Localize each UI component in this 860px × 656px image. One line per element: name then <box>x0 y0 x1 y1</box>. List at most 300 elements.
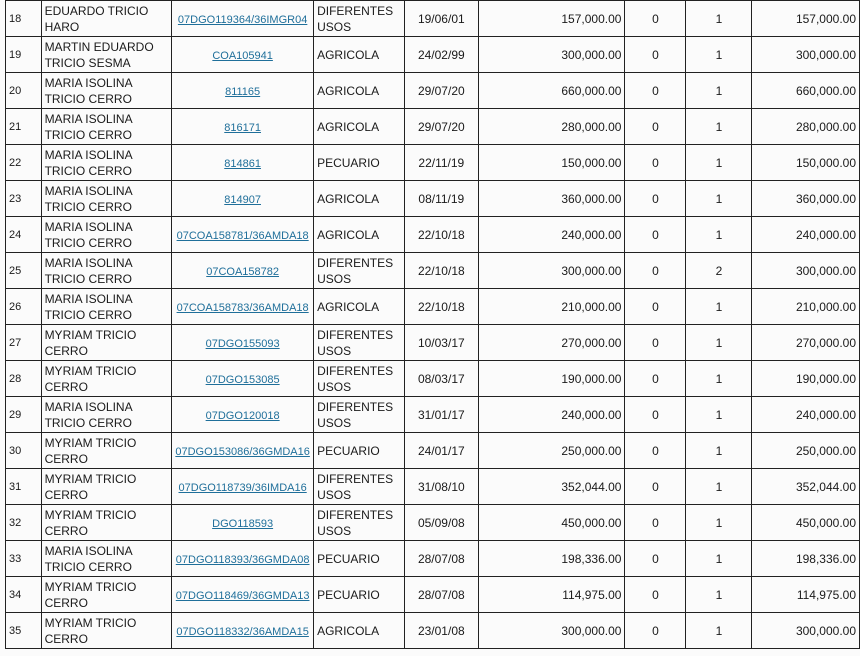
row-number: 20 <box>9 84 22 97</box>
registration-date: 22/10/18 <box>417 299 465 314</box>
count-b: 1 <box>715 515 723 530</box>
registration-date-cell <box>404 253 479 289</box>
title-code-link[interactable]: 07DGO118469/36GMDA13 <box>175 589 310 602</box>
volume-amount: 250,000.00 <box>561 443 622 458</box>
row-number-cell <box>6 469 42 505</box>
holder-name-cell <box>41 577 172 613</box>
registration-date-cell <box>404 109 479 145</box>
count-a-cell <box>625 289 686 325</box>
registration-date: 08/03/17 <box>417 371 465 386</box>
holder-name-cell <box>41 469 172 505</box>
use-type-cell <box>314 541 404 577</box>
total-amount: 352,044.00 <box>795 479 856 494</box>
count-b-cell <box>686 73 752 109</box>
use-type: AGRICOLA <box>317 623 380 638</box>
registration-date: 29/07/20 <box>417 119 465 134</box>
title-code-link[interactable]: 07DGO118739/36IMDA16 <box>178 481 307 494</box>
count-a-cell <box>625 253 686 289</box>
volume-amount: 352,044.00 <box>561 479 622 494</box>
use-type: AGRICOLA <box>317 119 380 134</box>
registration-date-cell <box>404 325 479 361</box>
title-code-link[interactable]: 07DGO153085 <box>205 373 280 386</box>
use-type-cell <box>314 505 404 541</box>
registration-date: 10/03/17 <box>417 335 465 350</box>
title-code-link-cell <box>172 325 314 361</box>
row-number-cell <box>6 217 42 253</box>
title-code-link[interactable]: 814861 <box>224 157 261 170</box>
registration-date: 23/01/08 <box>417 623 465 638</box>
count-b: 1 <box>715 11 723 26</box>
title-code-link[interactable]: 07DGO155093 <box>205 337 280 350</box>
count-a: 0 <box>652 263 659 278</box>
volume-amount: 157,000.00 <box>561 11 622 26</box>
total-amount-cell <box>752 217 860 253</box>
count-b-cell <box>686 253 752 289</box>
count-a-cell <box>625 73 686 109</box>
title-code-link-cell <box>172 397 314 433</box>
volume-amount-cell <box>479 433 625 469</box>
use-type-cell <box>314 1 404 37</box>
title-code-link[interactable]: 07COA158782 <box>206 265 280 278</box>
volume-amount: 300,000.00 <box>561 47 622 62</box>
count-a: 0 <box>652 155 659 170</box>
count-a: 0 <box>652 479 659 494</box>
count-b: 1 <box>715 623 723 638</box>
count-a: 0 <box>652 191 659 206</box>
count-b: 1 <box>715 587 723 602</box>
total-amount: 210,000.00 <box>795 299 856 314</box>
use-type-cell <box>314 433 404 469</box>
row-number: 27 <box>9 336 22 349</box>
use-type-cell <box>314 253 404 289</box>
total-amount-cell <box>752 289 860 325</box>
title-code-link[interactable]: 07DGO119364/36IMGR04 <box>177 13 308 26</box>
holder-name-cell <box>41 217 172 253</box>
table-row <box>6 613 860 649</box>
count-b-cell <box>686 361 752 397</box>
row-number: 19 <box>9 48 22 61</box>
use-type-cell <box>314 109 404 145</box>
title-code-link[interactable]: 07COA158783/36AMDA18 <box>176 301 309 314</box>
use-type: DIFERENTES USOS <box>317 327 394 358</box>
title-code-link-cell <box>172 361 314 397</box>
registration-date: 31/01/17 <box>417 407 465 422</box>
title-code-link-cell <box>172 505 314 541</box>
total-amount-cell <box>752 541 860 577</box>
count-b-cell <box>686 181 752 217</box>
volume-amount-cell <box>479 109 625 145</box>
count-a: 0 <box>652 443 659 458</box>
use-type: AGRICOLA <box>317 227 380 242</box>
use-type: PECUARIO <box>317 155 380 170</box>
count-a-cell <box>625 613 686 649</box>
registration-date-cell <box>404 37 479 73</box>
count-b: 1 <box>715 83 723 98</box>
total-amount: 360,000.00 <box>795 191 856 206</box>
holder-name: MYRIAM TRICIO CERRO <box>44 615 137 646</box>
registration-date: 24/01/17 <box>417 443 465 458</box>
table-row <box>6 505 860 541</box>
use-type: DIFERENTES USOS <box>317 363 394 394</box>
row-number-cell <box>6 37 42 73</box>
holder-name-cell <box>41 397 172 433</box>
volume-amount-cell <box>479 577 625 613</box>
row-number-cell <box>6 433 42 469</box>
count-a-cell <box>625 469 686 505</box>
count-b-cell <box>686 109 752 145</box>
count-b-cell <box>686 325 752 361</box>
table-row <box>6 73 860 109</box>
row-number: 32 <box>9 516 22 529</box>
use-type-cell <box>314 325 404 361</box>
count-b: 1 <box>715 47 723 62</box>
count-a-cell <box>625 541 686 577</box>
count-b-cell <box>686 397 752 433</box>
total-amount-cell <box>752 1 860 37</box>
title-code-link-cell <box>172 289 314 325</box>
count-a: 0 <box>652 407 659 422</box>
use-type: AGRICOLA <box>317 47 380 62</box>
holder-name: MARIA ISOLINA TRICIO CERRO <box>44 255 132 286</box>
holder-name-cell <box>41 361 172 397</box>
row-number-cell <box>6 109 42 145</box>
row-number-cell <box>6 1 42 37</box>
use-type-cell <box>314 397 404 433</box>
volume-amount-cell <box>479 73 625 109</box>
count-a-cell <box>625 505 686 541</box>
title-code-link[interactable]: DGO118593 <box>212 517 274 530</box>
total-amount: 198,336.00 <box>795 551 856 566</box>
registration-date-cell <box>404 145 479 181</box>
count-a: 0 <box>652 11 659 26</box>
volume-amount: 300,000.00 <box>561 263 622 278</box>
count-b: 1 <box>715 155 723 170</box>
total-amount-cell <box>752 145 860 181</box>
count-b: 1 <box>715 119 723 134</box>
holder-name: MYRIAM TRICIO CERRO <box>44 435 137 466</box>
total-amount-cell <box>752 109 860 145</box>
count-b-cell <box>686 145 752 181</box>
count-a: 0 <box>652 371 659 386</box>
volume-amount: 280,000.00 <box>561 119 622 134</box>
registration-date: 28/07/08 <box>417 587 465 602</box>
holder-name-cell <box>41 505 172 541</box>
count-b-cell <box>686 37 752 73</box>
total-amount-cell <box>752 469 860 505</box>
volume-amount-cell <box>479 253 625 289</box>
use-type-cell <box>314 37 404 73</box>
row-number-cell <box>6 541 42 577</box>
registration-date: 31/08/10 <box>417 479 465 494</box>
count-b: 1 <box>715 479 723 494</box>
registration-date-cell <box>404 217 479 253</box>
use-type: PECUARIO <box>317 551 380 566</box>
use-type-cell <box>314 361 404 397</box>
row-number: 21 <box>9 120 22 133</box>
count-a: 0 <box>652 587 659 602</box>
title-code-link[interactable]: 816171 <box>224 121 261 134</box>
count-b-cell <box>686 289 752 325</box>
holder-name-cell <box>41 613 172 649</box>
count-b: 1 <box>715 299 723 314</box>
registration-date-cell <box>404 577 479 613</box>
registration-date-cell <box>404 469 479 505</box>
use-type: AGRICOLA <box>317 83 380 98</box>
volume-amount: 114,975.00 <box>562 587 622 602</box>
holder-name: MYRIAM TRICIO CERRO <box>44 327 137 358</box>
registration-date-cell <box>404 505 479 541</box>
holder-name-cell <box>41 73 172 109</box>
holder-name-cell <box>41 1 172 37</box>
holder-name: EDUARDO TRICIO HARO <box>44 3 149 34</box>
count-b-cell <box>686 505 752 541</box>
title-code-link-cell <box>172 109 314 145</box>
count-a: 0 <box>652 83 659 98</box>
volume-amount: 300,000.00 <box>561 623 622 638</box>
volume-amount-cell <box>479 289 625 325</box>
count-b-cell <box>686 613 752 649</box>
total-amount-cell <box>752 397 860 433</box>
title-code-link-cell <box>172 253 314 289</box>
volume-amount-cell <box>479 397 625 433</box>
row-number-cell <box>6 253 42 289</box>
row-number: 24 <box>9 228 22 241</box>
volume-amount-cell <box>479 469 625 505</box>
total-amount: 240,000.00 <box>795 407 856 422</box>
use-type-cell <box>314 145 404 181</box>
volume-amount: 450,000.00 <box>561 515 622 530</box>
use-type: DIFERENTES USOS <box>317 3 394 34</box>
registration-date: 19/06/01 <box>417 11 465 26</box>
count-b: 1 <box>715 551 723 566</box>
title-code-link[interactable]: 07DGO118393/36GMDA08 <box>175 553 310 566</box>
use-type-cell <box>314 469 404 505</box>
total-amount: 300,000.00 <box>795 623 856 638</box>
holder-name: MARIA ISOLINA TRICIO CERRO <box>44 543 132 574</box>
table-row <box>6 145 860 181</box>
table-row <box>6 109 860 145</box>
volume-amount: 360,000.00 <box>561 191 622 206</box>
use-type-cell <box>314 577 404 613</box>
row-number-cell <box>6 505 42 541</box>
holder-name: MARIA ISOLINA TRICIO CERRO <box>44 399 132 430</box>
registration-date: 22/10/18 <box>417 263 465 278</box>
total-amount-cell <box>752 181 860 217</box>
volume-amount-cell <box>479 1 625 37</box>
row-number: 34 <box>9 588 22 601</box>
use-type: PECUARIO <box>317 587 380 602</box>
total-amount-cell <box>752 613 860 649</box>
total-amount-cell <box>752 37 860 73</box>
count-b-cell <box>686 433 752 469</box>
count-b: 1 <box>715 371 723 386</box>
registration-date: 22/11/19 <box>418 155 465 170</box>
total-amount-cell <box>752 577 860 613</box>
table-row <box>6 433 860 469</box>
registration-date-cell <box>404 397 479 433</box>
row-number-cell <box>6 289 42 325</box>
table-body <box>6 1 860 649</box>
holder-name-cell <box>41 433 172 469</box>
title-code-link-cell <box>172 541 314 577</box>
volume-amount-cell <box>479 181 625 217</box>
row-number: 31 <box>9 480 22 493</box>
holder-name-cell <box>41 109 172 145</box>
volume-amount-cell <box>479 541 625 577</box>
volume-amount-cell <box>479 145 625 181</box>
row-number-cell <box>6 613 42 649</box>
count-b-cell <box>686 1 752 37</box>
total-amount: 190,000.00 <box>795 371 856 386</box>
total-amount: 660,000.00 <box>795 83 856 98</box>
registration-date: 08/11/19 <box>418 191 465 206</box>
row-number: 26 <box>9 300 22 313</box>
count-a-cell <box>625 361 686 397</box>
use-type: AGRICOLA <box>317 191 380 206</box>
total-amount: 240,000.00 <box>795 227 856 242</box>
title-code-link[interactable]: COA105941 <box>212 49 273 62</box>
table-row <box>6 361 860 397</box>
count-a: 0 <box>652 299 659 314</box>
holder-name: MYRIAM TRICIO CERRO <box>44 507 137 538</box>
count-a-cell <box>625 109 686 145</box>
table-row <box>6 253 860 289</box>
holder-name-cell <box>41 181 172 217</box>
table-row <box>6 217 860 253</box>
holder-name-cell <box>41 289 172 325</box>
volume-amount: 198,336.00 <box>561 551 622 566</box>
volume-amount-cell <box>479 505 625 541</box>
registration-date: 24/02/99 <box>417 47 465 62</box>
row-number: 18 <box>9 12 22 25</box>
count-a-cell <box>625 145 686 181</box>
count-a: 0 <box>652 227 659 242</box>
total-amount: 300,000.00 <box>795 263 856 278</box>
count-a-cell <box>625 325 686 361</box>
holder-name: MARIA ISOLINA TRICIO CERRO <box>44 291 132 322</box>
title-code-link[interactable]: 07COA158781/36AMDA18 <box>176 229 309 242</box>
count-a-cell <box>625 181 686 217</box>
row-number-cell <box>6 145 42 181</box>
row-number: 23 <box>9 192 22 205</box>
table-row <box>6 541 860 577</box>
count-a: 0 <box>652 515 659 530</box>
row-number-cell <box>6 361 42 397</box>
count-a-cell <box>625 577 686 613</box>
row-number-cell <box>6 181 42 217</box>
count-a: 0 <box>652 119 659 134</box>
count-a-cell <box>625 397 686 433</box>
use-type: DIFERENTES USOS <box>317 255 394 286</box>
row-number-cell <box>6 577 42 613</box>
volume-amount-cell <box>479 325 625 361</box>
holder-name: MARIA ISOLINA TRICIO CERRO <box>44 219 132 250</box>
count-b: 1 <box>715 407 723 422</box>
title-code-link-cell <box>172 37 314 73</box>
count-a: 0 <box>652 623 659 638</box>
registration-date-cell <box>404 433 479 469</box>
title-code-link[interactable]: 814907 <box>224 193 261 206</box>
use-type: DIFERENTES USOS <box>317 471 394 502</box>
use-type: DIFERENTES USOS <box>317 507 394 538</box>
title-code-link-cell <box>172 433 314 469</box>
registration-date-cell <box>404 541 479 577</box>
total-amount: 150,000.00 <box>795 155 856 170</box>
registration-date: 22/10/18 <box>417 227 465 242</box>
table-row <box>6 1 860 37</box>
table-row <box>6 289 860 325</box>
row-number: 33 <box>9 552 22 565</box>
total-amount-cell <box>752 433 860 469</box>
count-b: 1 <box>715 227 723 242</box>
use-type: DIFERENTES USOS <box>317 399 394 430</box>
row-number: 25 <box>9 264 22 277</box>
title-code-link-cell <box>172 217 314 253</box>
registration-date-cell <box>404 289 479 325</box>
volume-amount-cell <box>479 361 625 397</box>
total-amount: 280,000.00 <box>795 119 856 134</box>
use-type: AGRICOLA <box>317 299 380 314</box>
count-b-cell <box>686 217 752 253</box>
total-amount: 250,000.00 <box>795 443 856 458</box>
volume-amount: 660,000.00 <box>561 83 622 98</box>
count-b: 2 <box>715 263 723 278</box>
registration-date-cell <box>404 73 479 109</box>
total-amount-cell <box>752 253 860 289</box>
total-amount-cell <box>752 325 860 361</box>
table-row <box>6 181 860 217</box>
title-code-link[interactable]: 07DGO153086/36GMDA16 <box>175 445 310 458</box>
count-b: 1 <box>715 191 723 206</box>
volume-amount: 240,000.00 <box>561 227 622 242</box>
table-row <box>6 577 860 613</box>
registration-date: 05/09/08 <box>417 515 465 530</box>
count-b-cell <box>686 469 752 505</box>
title-code-link[interactable]: 07DGO118332/36AMDA15 <box>176 625 309 638</box>
registration-date-cell <box>404 181 479 217</box>
title-code-link[interactable]: 07DGO120018 <box>205 409 280 422</box>
title-code-link-cell <box>172 613 314 649</box>
count-a-cell <box>625 1 686 37</box>
use-type-cell <box>314 613 404 649</box>
title-code-link[interactable]: 811165 <box>225 85 261 98</box>
count-a-cell <box>625 433 686 469</box>
count-b-cell <box>686 577 752 613</box>
title-code-link-cell <box>172 73 314 109</box>
count-b: 1 <box>715 443 723 458</box>
holder-name: MARIA ISOLINA TRICIO CERRO <box>44 183 132 214</box>
count-a-cell <box>625 217 686 253</box>
total-amount: 450,000.00 <box>795 515 856 530</box>
title-code-link-cell <box>172 181 314 217</box>
count-b-cell <box>686 541 752 577</box>
holder-name: MYRIAM TRICIO CERRO <box>44 471 137 502</box>
volume-amount: 210,000.00 <box>561 299 622 314</box>
table-row <box>6 37 860 73</box>
holder-name: MARIA ISOLINA TRICIO CERRO <box>44 75 132 106</box>
use-type: PECUARIO <box>317 443 380 458</box>
volume-amount-cell <box>479 613 625 649</box>
total-amount-cell <box>752 505 860 541</box>
count-b: 1 <box>715 335 723 350</box>
holder-name: MYRIAM TRICIO CERRO <box>44 363 137 394</box>
total-amount-cell <box>752 361 860 397</box>
total-amount-cell <box>752 73 860 109</box>
holder-name: MARTIN EDUARDO TRICIO SESMA <box>44 39 154 70</box>
holder-name: MYRIAM TRICIO CERRO <box>44 579 137 610</box>
count-a: 0 <box>652 335 659 350</box>
registration-date: 28/07/08 <box>417 551 465 566</box>
